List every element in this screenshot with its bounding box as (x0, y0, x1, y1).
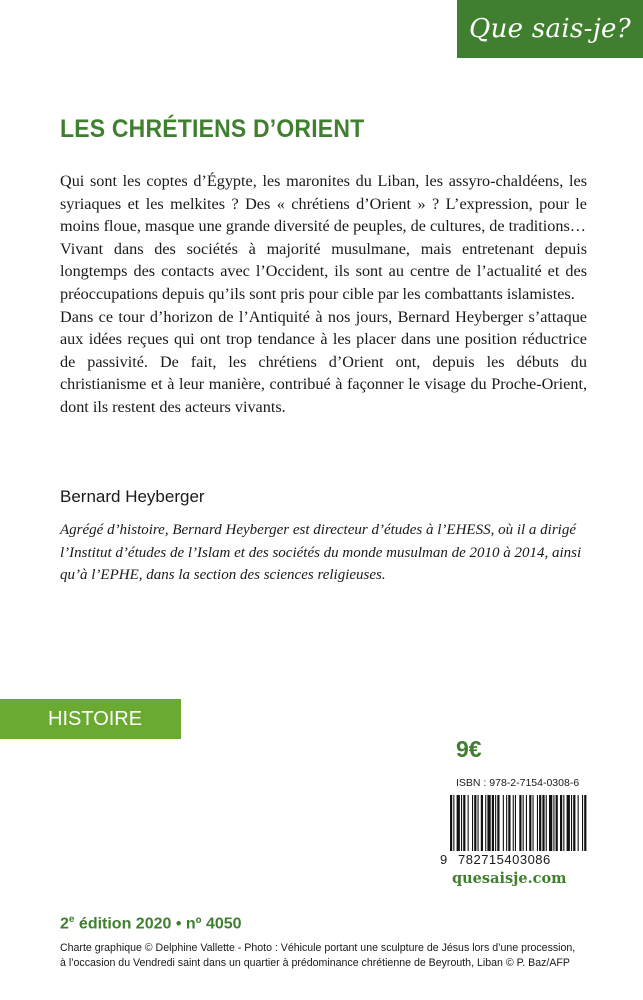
barcode-bar (571, 795, 572, 851)
barcode-bar (478, 795, 479, 851)
book-description (60, 170, 587, 419)
barcode-first-digit: 9 (440, 852, 448, 867)
edition-ordinal: e (68, 914, 75, 925)
barcode-bar (481, 795, 483, 851)
barcode-bar (463, 795, 465, 851)
author-bio: Agrégé d’histoire, Bernard Heyberger est directeur d’études à l’EHESS, où il a dirigé l’Institut d’études de l’Islam et des sociétés du monde musulman de 2010 à 2014, ainsi qu’à l’EPHE, dans la section des sciences religieuses. (60, 522, 582, 584)
barcode-bar (582, 795, 583, 851)
barcode-digits (440, 852, 590, 867)
barcode-bar (560, 795, 562, 851)
barcode-bar (542, 795, 544, 851)
barcode-bar (553, 795, 554, 851)
price: 9€ (456, 736, 482, 762)
barcode-bar (503, 795, 504, 851)
barcode-bar (519, 795, 521, 851)
barcode-bar (453, 795, 454, 851)
barcode-bar (506, 795, 507, 851)
description-paragraph: Vivant dans des sociétés à majorité musulmane, mais entretenant depuis longtemps des contacts avec l’Occident, ils sont au centre de l’actualité et des préoccupations depuis qu’ils sont pris pour cible par les combattants islamistes. (60, 239, 587, 303)
barcode-bar (474, 795, 476, 851)
photo-credits (60, 941, 620, 971)
barcode-bar (450, 795, 452, 851)
edition-number: 2 (60, 915, 69, 933)
credits-line: à l’occasion du Vendredi saint dans un quartier à prédominance chrétienne de Beyrouth, Liban © P. Baz/AFP (60, 957, 570, 969)
barcode-bar (513, 795, 514, 851)
barcode-bar (492, 795, 494, 851)
book-title: LES CHRÉTIENS D’ORIENT (60, 115, 365, 143)
que-sais-je-logo (457, 0, 643, 58)
barcode-bar (529, 795, 531, 851)
barcode-bar (537, 795, 538, 851)
barcode-bar (487, 795, 490, 851)
barcode-bar (472, 795, 473, 851)
edition-details: édition 2020 • nº 4050 (74, 915, 242, 933)
credits-line: Charte graphique © Delphine Vallette - Photo : Véhicule portant une sculpture de Jésus lors d’une procession, (60, 942, 576, 954)
logo-text: Que sais-je? (469, 14, 631, 44)
barcode-bar (546, 795, 547, 851)
author-name: Bernard Heyberger (60, 487, 205, 506)
barcode-bar (523, 795, 524, 851)
barcode-bar (461, 795, 462, 851)
barcode-bar (508, 795, 510, 851)
barcode-bar (563, 795, 564, 851)
description-paragraph: Qui sont les coptes d’Égypte, les maronites du Liban, les assyro-chaldéens, les syriaques et les melkites ? Des « chrétiens d’Orient » ? L’expression, pour le moins floue, masque une grande diversité de peuples, de cultures, de traditions… (60, 172, 587, 236)
barcode-group-2: 403086 (504, 852, 551, 867)
barcode-bar (549, 795, 552, 851)
barcode-bar (495, 795, 496, 851)
barcode-group-1: 782715 (458, 852, 505, 867)
category-label: HISTOIRE (48, 707, 143, 730)
barcode-bar (457, 795, 460, 851)
barcode-bar (468, 795, 469, 851)
barcode (440, 795, 588, 853)
isbn: ISBN : 978-2-7154-0308-6 (456, 777, 580, 789)
edition-info (60, 914, 242, 933)
barcode-bar (573, 795, 575, 851)
barcode-bar (485, 795, 486, 851)
barcode-bar (584, 795, 586, 851)
barcode-bar (578, 795, 579, 851)
description-paragraph: Dans ce tour d’horizon de l’Antiquité à nos jours, Bernard Heyberger s’attaque aux idées reçues qui ont trop tendance à les placer dans une position réductrice de passivité. De fait, les chrétiens d’Orient ont, depuis les débuts du christianisme et à leur manière, contribué à façonner le visage du Proche-Orient, dont ils restent des acteurs vivants. (60, 307, 587, 416)
category-badge (0, 699, 181, 739)
barcode-bar (539, 795, 541, 851)
barcode-bar (515, 795, 516, 851)
website-url: quesaisje.com (452, 870, 567, 887)
barcode-bar (567, 795, 570, 851)
barcode-bar (526, 795, 527, 851)
barcode-bar (497, 795, 499, 851)
barcode-bar (533, 795, 534, 851)
barcode-bar (556, 795, 558, 851)
